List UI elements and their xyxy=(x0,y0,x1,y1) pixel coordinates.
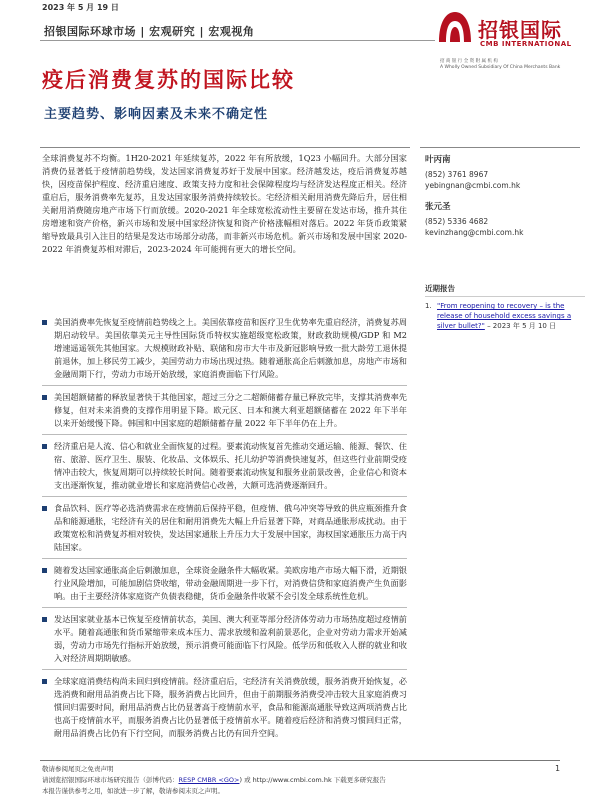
analyst-card xyxy=(425,155,590,191)
logo-slogan-en: A Wholly Owned Subsidiary Of China Merchants Bank xyxy=(440,65,561,70)
bullet-text: 经济重启是人流、信心和就业全面恢复的过程。要素流动恢复首先推动交通运输、能源、餐饮、住宿、旅游、医疗卫生、服装、化妆品、文体娱乐、托儿幼护等消费快速复苏，但这些行业前期受疫情冲击较大，恢复周期可以持续较长时间。随着要素流动恢复和服务业前景改善，企业信心和资本支出逐渐恢复，推动就业增长和家庭消费信心改善，大额可选消费逐渐回升。 xyxy=(54,441,407,490)
related-report-link[interactable]: "From reopening to recovery – is the release of household excess savings a silver bullet?" xyxy=(437,302,572,330)
summary-paragraph: 全球消费复苏不均衡。1H20-2021 年延续复苏，2022 年有所放缓，1Q23 小幅回升。大部分国家消费仍显著低于疫情前趋势线，发达国家消费复苏好于发展中国家。经济越发达，疫后消费复苏越快，因疫苗保护程度、经济重启速度、政策支持力度和社会保障程度均与经济发达程度正相关。经济重启后，服务消费率先复苏，且发达国家服务消费持续较长。宅经济相关耐用消费先降后升，居住相关耐用消费随房地产市场下行而放缓。2020-2021 年全球宽松流动性主要留在发达市场，推升其住房增速和资产价格，新兴市场和发展中国家经济恢复和资产价格涨幅相对落后。2022 年货币政策紧缩导致最具引入注目的结果是发达市场部分动荡，而非新兴市场危机。新兴市场和发展中国家 2020-2022 年消费复苏相对滞后，2023-2024 年可能拥有更大的增长空间。 xyxy=(42,153,407,254)
section-label: 招银国际环球市场 | 宏观研究 | 宏观视角 xyxy=(44,25,255,38)
bullet-square-icon xyxy=(42,679,47,684)
list-item xyxy=(42,675,407,740)
bullet-square-icon xyxy=(42,320,47,325)
bullet-square-icon xyxy=(42,617,47,622)
list-item xyxy=(42,440,407,492)
footer-reference-note: 本报告谨供参考之用，如欲进一步了解，敬请参阅末页之声明。 xyxy=(42,787,224,795)
report-date: 2023 年 5 月 19 日 xyxy=(42,3,119,12)
related-reports xyxy=(425,283,585,331)
divider xyxy=(42,607,407,608)
divider xyxy=(40,147,410,148)
bloomberg-code-link[interactable]: RESP CMBR <GO> xyxy=(178,776,240,784)
bullet-square-icon xyxy=(42,444,47,449)
analyst-email[interactable]: kevinzhang@cmbi.com.hk xyxy=(425,228,524,237)
bullet-text: 发达国家就业基本已恢复至疫情前状态，美国、澳大利亚等部分经济体劳动力市场热度超过疫情前水平。随着高通胀和货币紧缩带来成本压力、需求放缓和盈利前景恶化，企业对劳动力需求开始减弱，劳动力市场先行指标开始放缓，预示消费可能面临下行风险。低学历和低收入人群的就业和收入对经济周期期敏感。 xyxy=(54,614,407,663)
analyst-name: 张元圣 xyxy=(425,202,451,212)
divider xyxy=(42,669,407,670)
bullet-text: 美国消费率先恢复至疫情前趋势线之上。美国依靠疫苗和医疗卫生优势率先重启经济，消费复苏周期启动较早。美国依靠美元主导性国际货币特权实施超级宽松政策，财政救助规模/GDP 和 M2 增速遥遥领先其他国家。大规模财政补贴、联储和房市大牛市及新冠影响导致一批大龄劳工退休提前退休，加上移民劳工减少，美国劳动力市场出现过热。随着通胀高企后刺激加息，房地产市场和金融周期下行，劳动力市场开始放缓，家庭消费面临下行风险。 xyxy=(54,317,407,379)
analyst-email[interactable]: yebingnan@cmbi.com.hk xyxy=(425,181,521,190)
analyst-phone: (852) 3761 8967 xyxy=(425,170,489,179)
bullet-square-icon xyxy=(42,506,47,511)
list-item xyxy=(42,502,407,554)
analyst-name: 叶丙南 xyxy=(425,155,451,165)
bullet-text: 全球家庭消费结构尚未回归到疫情前。经济重启后，宅经济有关消费放缓，服务消费开始恢复，必选消费和耐用品消费占比下降，服务消费占比回升，但由于前期服务消费受冲击较大且家庭消费习惯回归需要时间，耐用品消费占比仍显著高于疫情前水平，食品和能源高通胀导致这两项消费占比也高于疫情前水平，而服务消费占比仍显著低于疫情前水平。随着疫后经济和消费习惯回归正常，耐用品消费占比仍有下行空间，而服务消费占比仍有回升空间。 xyxy=(54,676,407,738)
cmbi-logo xyxy=(436,8,596,78)
related-report-number: 1. xyxy=(425,302,432,310)
footer-text: ) 或 http://www.cmbi.com.hk 下载更多研究报告 xyxy=(239,776,386,784)
analyst-card xyxy=(425,202,590,238)
bullet-square-icon xyxy=(42,568,47,573)
related-report-item xyxy=(425,301,585,331)
page-subtitle: 主要趋势、影响因素及未来不确定性 xyxy=(44,107,269,122)
bullet-text: 食品饮料、医疗等必选消费需求在疫情前后保持平稳，但疫情、俄乌冲突等导致的供应瓶颈推升食品和能源通胀，宅经济有关的居住和耐用消费先大幅上升后显著下降，对商品通胀形成扰动。由于政策宽松和消费复苏相对较快，发达国家通胀上升压力大于发展中国家，海权国家通胀压力高于内陆国家。 xyxy=(54,503,407,552)
list-item xyxy=(42,391,407,430)
divider xyxy=(420,147,580,148)
page-title: 疫后消费复苏的国际比较 xyxy=(42,68,295,92)
related-report-date: – 2023 年 5 月 10 日 xyxy=(484,322,557,330)
footer-disclaimer-note: 敬请参阅尾页之免责声明 xyxy=(42,765,114,773)
footer-research-link-line xyxy=(42,775,542,785)
footer-divider xyxy=(40,760,560,761)
divider xyxy=(42,434,407,435)
page-number: 1 xyxy=(555,764,561,773)
logo-slogan: 招 商 银 行 全 资 附 属 机 构 xyxy=(440,59,498,64)
divider xyxy=(42,496,407,497)
bullet-text: 美国超额储蓄的释放显著快于其他国家，超过三分之二超额储蓄存量已释放完毕，支撑其消费率先修复，但对未来消费的支撑作用明显下降。欧元区、日本和澳大利亚超额储蓄在 2022 年下半年以来开始缓慢下降。韩国和中国家庭的超额储蓄存量 2022 年下半年仍在上升。 xyxy=(54,392,407,428)
section-header xyxy=(40,19,435,41)
list-item xyxy=(42,564,407,603)
list-item xyxy=(42,316,407,381)
footer-text: 请浏览招银国际环球市场研究报告（彭博代码： xyxy=(42,776,179,784)
divider xyxy=(42,385,407,386)
logo-en-text: CMB INTERNATIONAL xyxy=(480,40,572,48)
bullet-text: 随着发达国家通胀高企后刺激加息，全球资金融条件大幅收紧。美欧房地产市场大幅下滑，近期银行业风险增加，可能加剧信贷收缩，带动金融周期进一步下行，对消费信贷和家庭消费产生负面影响。由于主要经济体家庭资产负债表稳健，货币金融条件收紧不会引发全球系统性危机。 xyxy=(54,565,407,601)
list-item xyxy=(42,613,407,665)
logo-cn-text: 招银国际 xyxy=(478,18,562,42)
divider xyxy=(42,558,407,559)
related-reports-title: 近期报告 xyxy=(425,283,585,297)
analyst-phone: (852) 5336 4682 xyxy=(425,217,489,226)
bullet-square-icon xyxy=(42,395,47,400)
bullet-list xyxy=(42,316,407,740)
cmbi-logo-icon xyxy=(436,8,474,46)
